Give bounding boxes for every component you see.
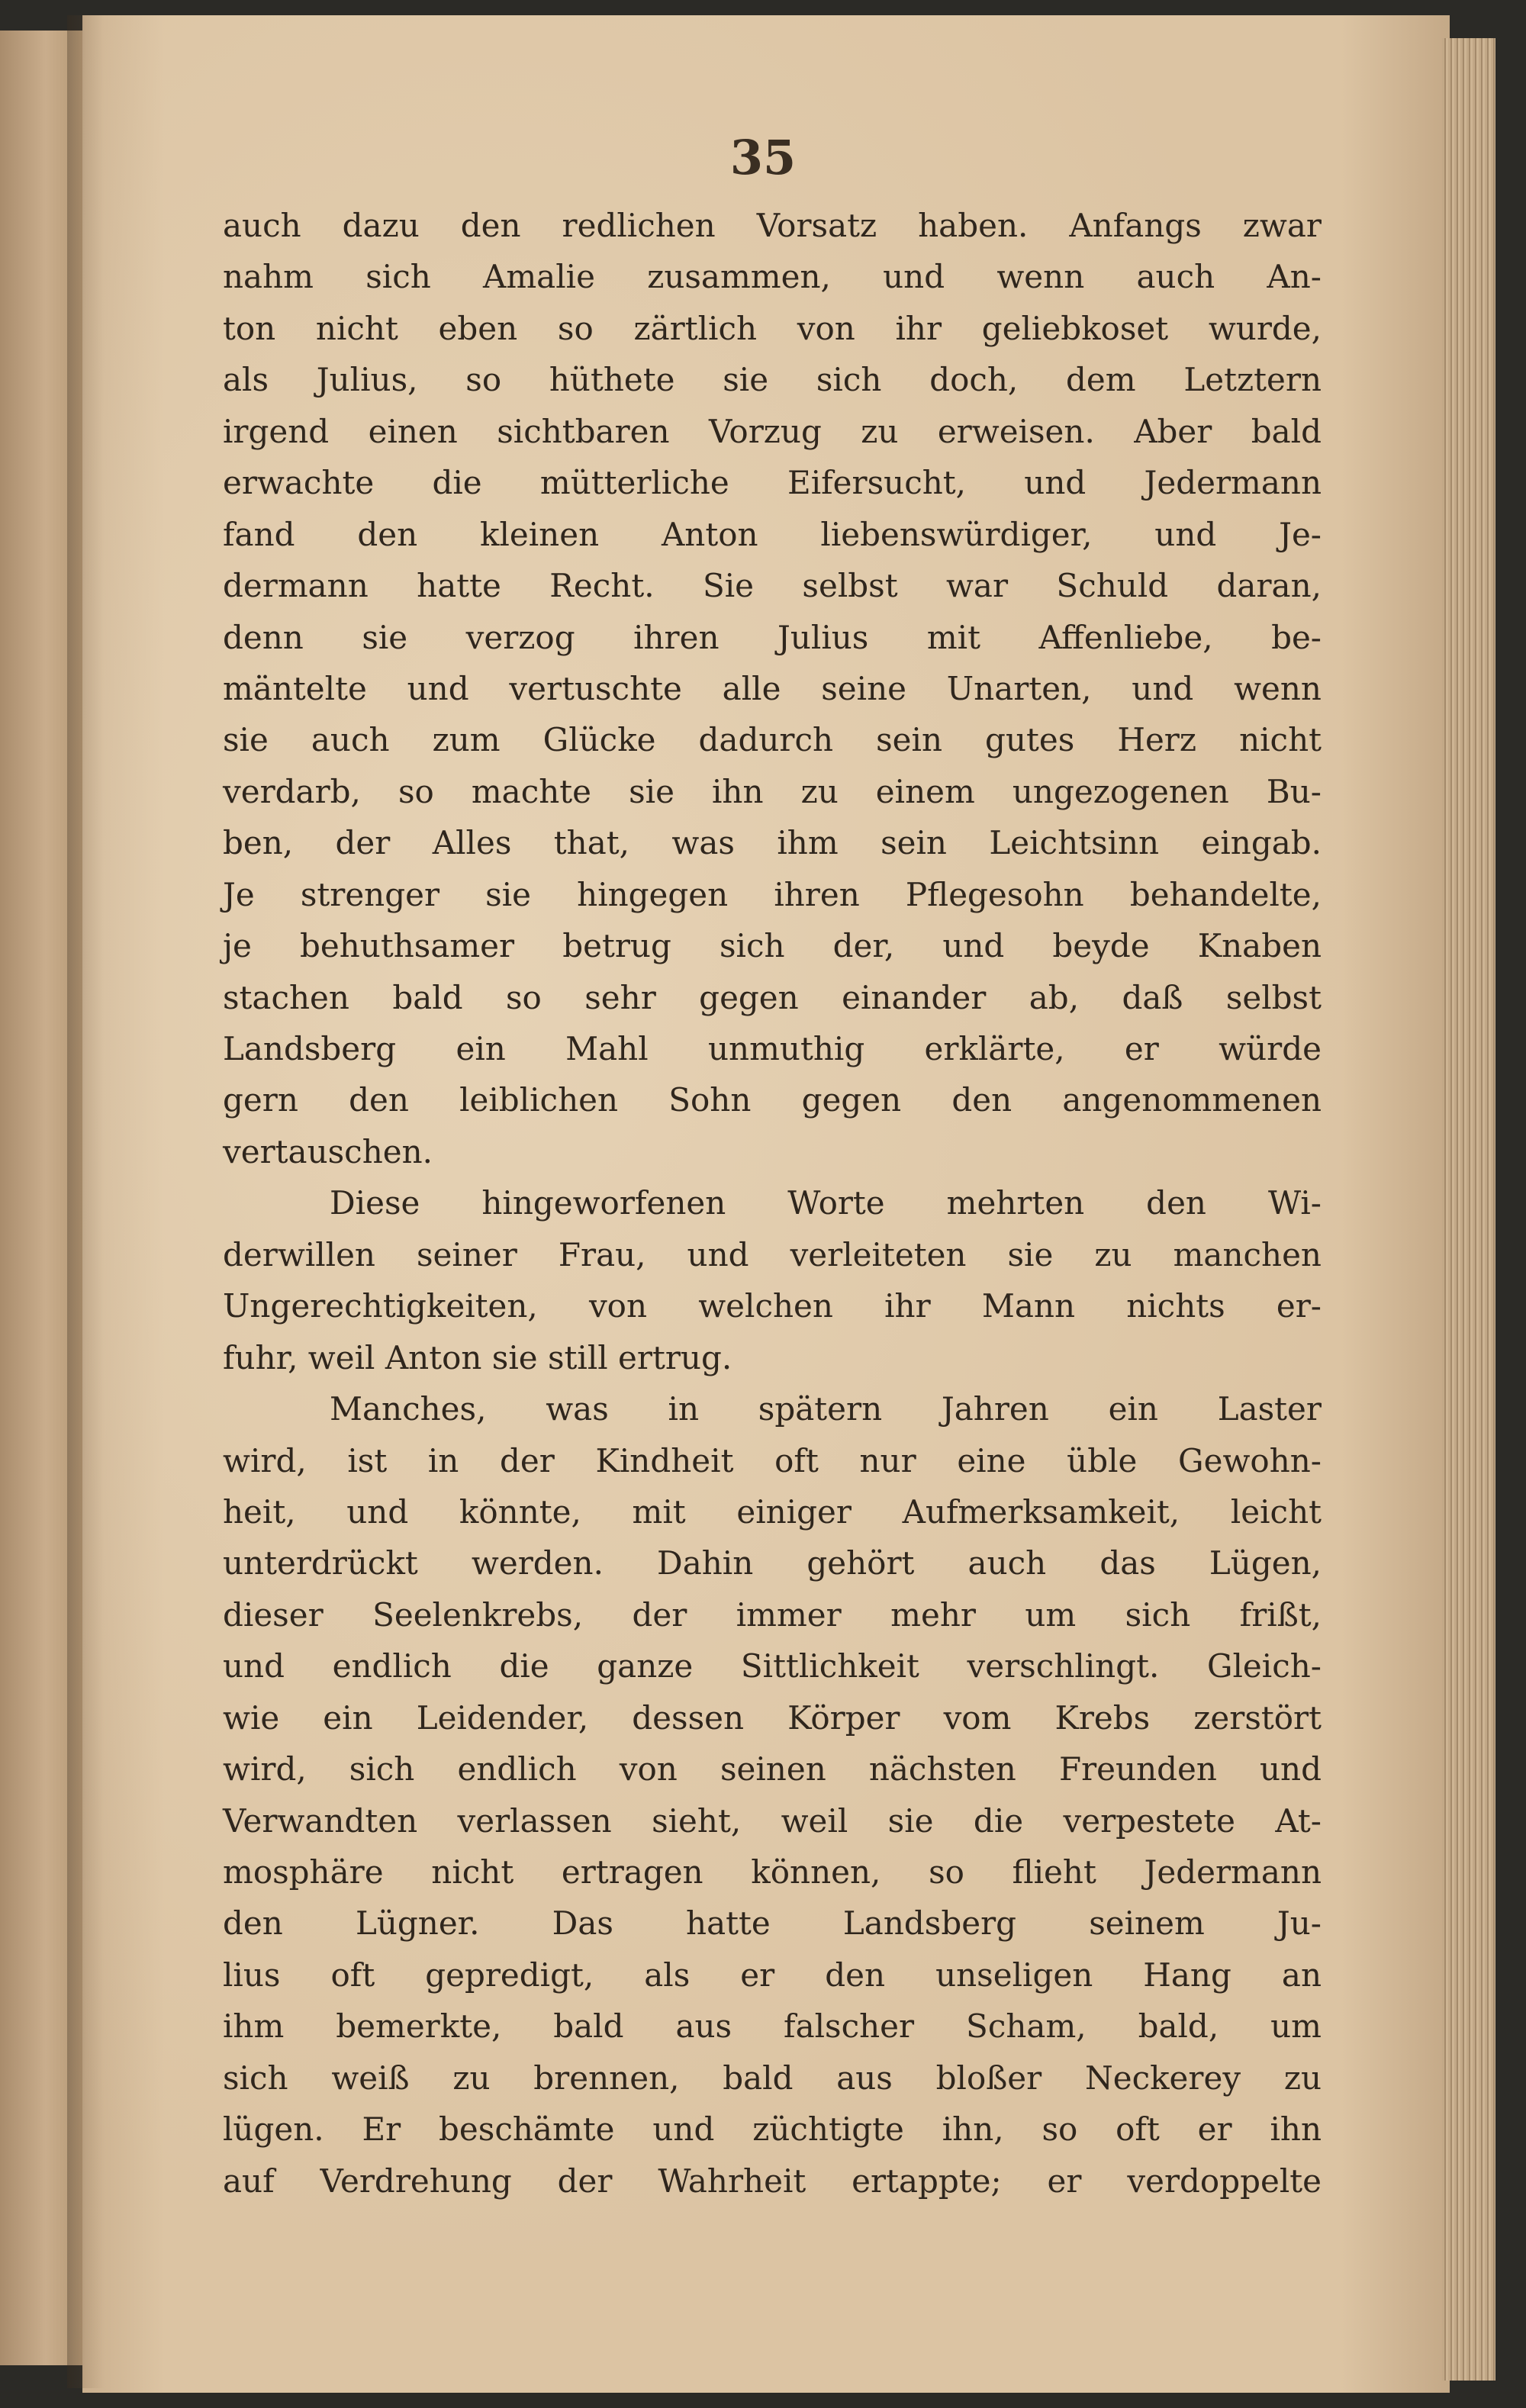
- text-line: vertauschen.: [223, 1132, 433, 1170]
- text-line: Verwandten verlassen sieht, weil sie die verpestete At-: [223, 1801, 1322, 1840]
- text-line: fuhr, weil Anton sie still ertrug.: [223, 1338, 732, 1376]
- text-line: dieser Seelenkrebs, der immer mehr um sich frißt,: [223, 1595, 1322, 1634]
- text-line: auch dazu den redlichen Vorsatz haben. Anfangs zwar: [223, 207, 1322, 244]
- paragraph-start-line: Manches, was in spätern Jahren ein Laster: [330, 1390, 1322, 1428]
- text-line: und endlich die ganze Sittlichkeit verschlingt. Gleich-: [223, 1647, 1322, 1685]
- page-number: 35: [729, 130, 797, 185]
- text-line: ihm bemerkte, bald aus falscher Scham, bald, um: [223, 2007, 1322, 2046]
- text-line: sich weiß zu brennen, bald aus bloßer Neckerey zu: [223, 2059, 1322, 2097]
- text-line: gern den leiblichen Sohn gegen den angenommenen: [223, 1081, 1322, 1119]
- text-line: wird, ist in der Kindheit oft nur eine üble Gewohn-: [223, 1441, 1322, 1479]
- text-line: den Lügner. Das hatte Landsberg seinem Ju-: [223, 1904, 1322, 1943]
- text-line: unterdrückt werden. Dahin gehört auch das Lügen,: [223, 1544, 1322, 1582]
- text-line: wie ein Leidender, dessen Körper vom Krebs zerstört: [223, 1698, 1322, 1737]
- text-line: lius oft gepredigt, als er den unseligen Hang an: [223, 1956, 1322, 1994]
- paragraph-start-line: Diese hingeworfenen Worte mehrten den Wi-: [330, 1184, 1322, 1222]
- text-line: heit, und könnte, mit einiger Aufmerksamkeit, leicht: [223, 1492, 1322, 1531]
- text-line: wird, sich endlich von seinen nächsten Freunden und: [223, 1750, 1322, 1788]
- text-line: derwillen seiner Frau, und verleiteten sie zu manchen: [223, 1235, 1322, 1273]
- text-line: lügen. Er beschämte und züchtigte ihn, so oft er ihn: [223, 2110, 1322, 2149]
- text-line: ton nicht eben so zärtlich von ihr geliebkoset wurde,: [223, 309, 1322, 347]
- text-line: fand den kleinen Anton liebenswürdiger, und Je-: [223, 515, 1322, 553]
- text-line: auf Verdrehung der Wahrheit ertappte; er verdoppelte: [223, 2162, 1322, 2200]
- text-line: verdarb, so machte sie ihn zu einem ungezogenen Bu-: [223, 772, 1322, 810]
- body-text: [223, 200, 1322, 2207]
- text-line: sie auch zum Glücke dadurch sein gutes Herz nicht: [223, 721, 1322, 759]
- text-line: irgend einen sichtbaren Vorzug zu erweisen. Aber bald: [223, 412, 1322, 450]
- text-line: Je strenger sie hingegen ihren Pflegesohn behandelte,: [223, 875, 1322, 913]
- text-line: nahm sich Amalie zusammen, und wenn auch An-: [223, 258, 1322, 296]
- text-line: Ungerechtigkeiten, von welchen ihr Mann nichts er-: [223, 1287, 1322, 1325]
- text-line: mosphäre nicht ertragen können, so flieht Jedermann: [223, 1853, 1322, 1891]
- text-line: erwachte die mütterliche Eifersucht, und Jedermann: [223, 464, 1322, 502]
- text-line: stachen bald so sehr gegen einander ab, daß selbst: [223, 978, 1322, 1016]
- book-gutter: [67, 15, 104, 2388]
- text-line: Landsberg ein Mahl unmuthig erklärte, er würde: [223, 1030, 1322, 1067]
- text-line: mäntelte und vertuschte alle seine Unarten, und wenn: [223, 669, 1322, 707]
- text-line: als Julius, so hüthete sie sich doch, dem Letztern: [223, 361, 1322, 399]
- text-line: je behuthsamer betrug sich der, und beyde Knaben: [223, 927, 1322, 965]
- page-stack-edge: [1442, 38, 1495, 2381]
- text-line: denn sie verzog ihren Julius mit Affenliebe, be-: [223, 618, 1322, 656]
- text-line: dermann hatte Recht. Sie selbst war Schuld daran,: [223, 567, 1322, 605]
- text-line: ben, der Alles that, was ihm sein Leichtsinn eingab.: [223, 824, 1322, 862]
